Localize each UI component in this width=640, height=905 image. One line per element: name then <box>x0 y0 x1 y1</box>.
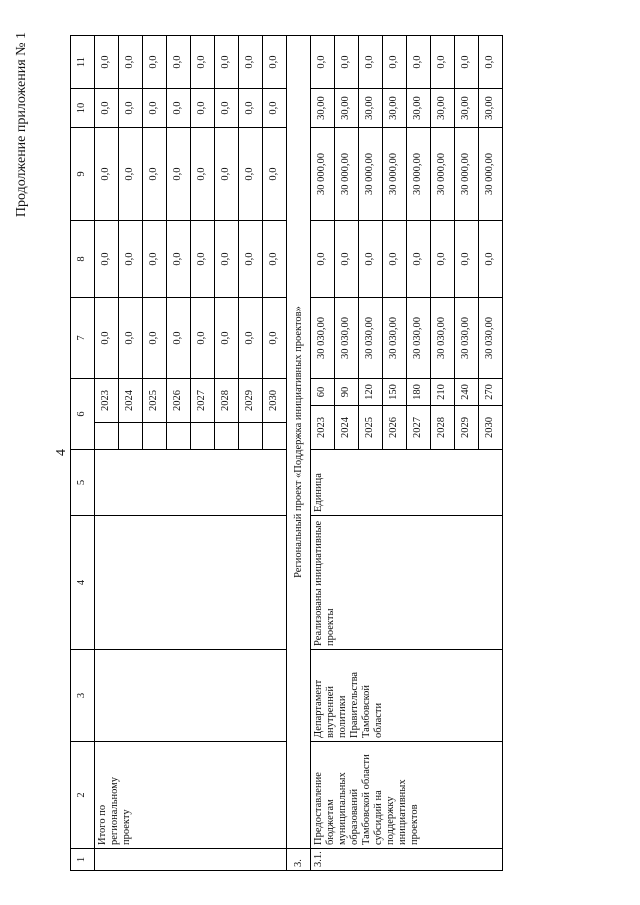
cell-c11: 0,0 <box>359 35 383 88</box>
value-cell: 90 <box>335 378 359 405</box>
cell-c7: 0,0 <box>215 297 239 378</box>
cell-c8: 0,0 <box>359 220 383 297</box>
column-header: 8 <box>71 220 95 297</box>
cell-c8: 0,0 <box>431 220 455 297</box>
cell-c11: 0,0 <box>167 35 191 88</box>
cell-c9: 30 000,00 <box>359 127 383 220</box>
cell-c9: 30 000,00 <box>311 127 335 220</box>
cell-c7: 30 030,00 <box>311 297 335 378</box>
cell-c11: 0,0 <box>311 35 335 88</box>
cell-c11: 0,0 <box>119 35 143 88</box>
value-cell: 210 <box>431 378 455 405</box>
year-cell: 2030 <box>479 405 503 449</box>
value-cell: 150 <box>383 378 407 405</box>
total-executor-cell <box>95 649 287 741</box>
cell-c8: 0,0 <box>167 220 191 297</box>
cell-c7: 30 030,00 <box>479 297 503 378</box>
item-name: Предоставление бюджетам муниципальных образований Тамбовской области субсидий на поддержку инициативных проектов <box>311 741 503 848</box>
cell-c9: 0,0 <box>215 127 239 220</box>
table-row <box>167 35 191 449</box>
column-header: 10 <box>71 88 95 127</box>
column-header: 5 <box>71 449 95 515</box>
cell-c10: 0,0 <box>143 88 167 127</box>
value-cell: 120 <box>359 378 383 405</box>
cell-c7: 0,0 <box>263 297 287 378</box>
cell-c11: 0,0 <box>215 35 239 88</box>
item-number: 3.1. <box>311 848 503 870</box>
cell-c9: 0,0 <box>143 127 167 220</box>
value-cell: 270 <box>479 378 503 405</box>
cell-c8: 0,0 <box>455 220 479 297</box>
cell-c9: 30 000,00 <box>479 127 503 220</box>
item-block <box>311 35 503 870</box>
cell-c11: 0,0 <box>383 35 407 88</box>
cell-c7: 30 030,00 <box>431 297 455 378</box>
column-header: 6 <box>71 378 95 449</box>
total-indicator-cell <box>95 515 287 649</box>
cell-c10: 0,0 <box>215 88 239 127</box>
cell-c9: 0,0 <box>263 127 287 220</box>
cell-c11: 0,0 <box>95 35 119 88</box>
cell-c10: 0,0 <box>191 88 215 127</box>
cell-c10: 30,00 <box>311 88 335 127</box>
section-title: Региональный проект «Поддержка инициативных проектов» <box>287 35 311 848</box>
column-header: 2 <box>71 741 95 848</box>
cell-c10: 0,0 <box>167 88 191 127</box>
value-cell: 60 <box>311 378 335 405</box>
cell-c8: 0,0 <box>383 220 407 297</box>
column-header: 7 <box>71 297 95 378</box>
table-row <box>263 35 287 449</box>
cell-c10: 30,00 <box>335 88 359 127</box>
cell-c7: 30 030,00 <box>383 297 407 378</box>
cell-c7: 0,0 <box>95 297 119 378</box>
year-cell: 2024 <box>335 405 359 449</box>
cell-c9: 0,0 <box>119 127 143 220</box>
year-blank <box>215 422 239 449</box>
cell-c10: 30,00 <box>407 88 431 127</box>
table-row <box>479 35 503 449</box>
item-rows <box>311 35 503 449</box>
cell-c9: 0,0 <box>191 127 215 220</box>
item-indicator: Реализованы инициативные проекты <box>311 515 503 649</box>
table-row <box>383 35 407 449</box>
cell-c8: 0,0 <box>335 220 359 297</box>
cell-c7: 0,0 <box>191 297 215 378</box>
value-cell: 180 <box>407 378 431 405</box>
table-row <box>407 35 431 449</box>
cell-c8: 0,0 <box>239 220 263 297</box>
total-unit-cell <box>95 449 287 515</box>
table-row <box>119 35 143 449</box>
year-blank <box>95 422 119 449</box>
table-row <box>95 35 119 449</box>
table-row <box>239 35 263 449</box>
cell-c8: 0,0 <box>215 220 239 297</box>
continuation-note: Продолжение приложения № 1 <box>14 32 29 218</box>
data-table <box>70 35 503 871</box>
table-row <box>455 35 479 449</box>
cell-c8: 0,0 <box>191 220 215 297</box>
year-cell: 2029 <box>455 405 479 449</box>
cell-c11: 0,0 <box>191 35 215 88</box>
cell-c9: 30 000,00 <box>431 127 455 220</box>
column-header: 1 <box>71 848 95 870</box>
cell-c10: 30,00 <box>383 88 407 127</box>
cell-c11: 0,0 <box>335 35 359 88</box>
cell-c8: 0,0 <box>263 220 287 297</box>
cell-c11: 0,0 <box>239 35 263 88</box>
total-label: Итого по региональному проекту <box>95 741 287 848</box>
column-header: 11 <box>71 35 95 88</box>
cell-c11: 0,0 <box>455 35 479 88</box>
page-number: 4 <box>54 449 69 456</box>
total-rows <box>95 35 287 449</box>
year-cell: 2027 <box>191 378 215 422</box>
section-number: 3. <box>287 848 311 870</box>
cell-c8: 0,0 <box>311 220 335 297</box>
cell-c10: 0,0 <box>263 88 287 127</box>
cell-c9: 30 000,00 <box>335 127 359 220</box>
column-header: 3 <box>71 649 95 741</box>
year-blank <box>191 422 215 449</box>
cell-c8: 0,0 <box>407 220 431 297</box>
item-unit: Единица <box>311 449 503 515</box>
cell-c9: 0,0 <box>239 127 263 220</box>
year-cell: 2027 <box>407 405 431 449</box>
year-cell: 2023 <box>95 378 119 422</box>
item-executor: Департамент внутренней политики Правительства Тамбовской области <box>311 649 503 741</box>
cell-c11: 0,0 <box>143 35 167 88</box>
year-blank <box>143 422 167 449</box>
year-cell: 2025 <box>143 378 167 422</box>
cell-c7: 0,0 <box>119 297 143 378</box>
total-number-cell <box>95 848 287 870</box>
cell-c7: 30 030,00 <box>407 297 431 378</box>
cell-c7: 0,0 <box>143 297 167 378</box>
year-cell: 2026 <box>383 405 407 449</box>
cell-c8: 0,0 <box>95 220 119 297</box>
column-header: 4 <box>71 515 95 649</box>
cell-c10: 30,00 <box>431 88 455 127</box>
cell-c9: 0,0 <box>95 127 119 220</box>
value-cell: 240 <box>455 378 479 405</box>
total-block <box>95 35 287 870</box>
cell-c11: 0,0 <box>479 35 503 88</box>
cell-c7: 0,0 <box>167 297 191 378</box>
table-row <box>335 35 359 449</box>
cell-c10: 30,00 <box>359 88 383 127</box>
cell-c8: 0,0 <box>479 220 503 297</box>
year-cell: 2030 <box>263 378 287 422</box>
cell-c10: 30,00 <box>479 88 503 127</box>
year-blank <box>239 422 263 449</box>
cell-c11: 0,0 <box>431 35 455 88</box>
year-cell: 2029 <box>239 378 263 422</box>
table-row <box>143 35 167 449</box>
year-cell: 2028 <box>431 405 455 449</box>
year-blank <box>119 422 143 449</box>
table-row <box>431 35 455 449</box>
year-cell: 2026 <box>167 378 191 422</box>
cell-c10: 30,00 <box>455 88 479 127</box>
cell-c10: 0,0 <box>95 88 119 127</box>
column-header-row <box>71 35 95 870</box>
cell-c7: 30 030,00 <box>359 297 383 378</box>
table-row <box>215 35 239 449</box>
table-row <box>191 35 215 449</box>
year-cell: 2024 <box>119 378 143 422</box>
cell-c11: 0,0 <box>407 35 431 88</box>
year-cell: 2028 <box>215 378 239 422</box>
cell-c8: 0,0 <box>119 220 143 297</box>
year-blank <box>263 422 287 449</box>
cell-c9: 30 000,00 <box>455 127 479 220</box>
cell-c7: 30 030,00 <box>455 297 479 378</box>
cell-c9: 0,0 <box>167 127 191 220</box>
year-cell: 2025 <box>359 405 383 449</box>
cell-c8: 0,0 <box>143 220 167 297</box>
cell-c10: 0,0 <box>239 88 263 127</box>
cell-c7: 30 030,00 <box>335 297 359 378</box>
cell-c9: 30 000,00 <box>383 127 407 220</box>
table-row <box>359 35 383 449</box>
cell-c11: 0,0 <box>263 35 287 88</box>
section-row <box>287 35 311 870</box>
cell-c10: 0,0 <box>119 88 143 127</box>
year-cell: 2023 <box>311 405 335 449</box>
cell-c9: 30 000,00 <box>407 127 431 220</box>
cell-c7: 0,0 <box>239 297 263 378</box>
year-blank <box>167 422 191 449</box>
column-header: 9 <box>71 127 95 220</box>
table-row <box>311 35 335 449</box>
